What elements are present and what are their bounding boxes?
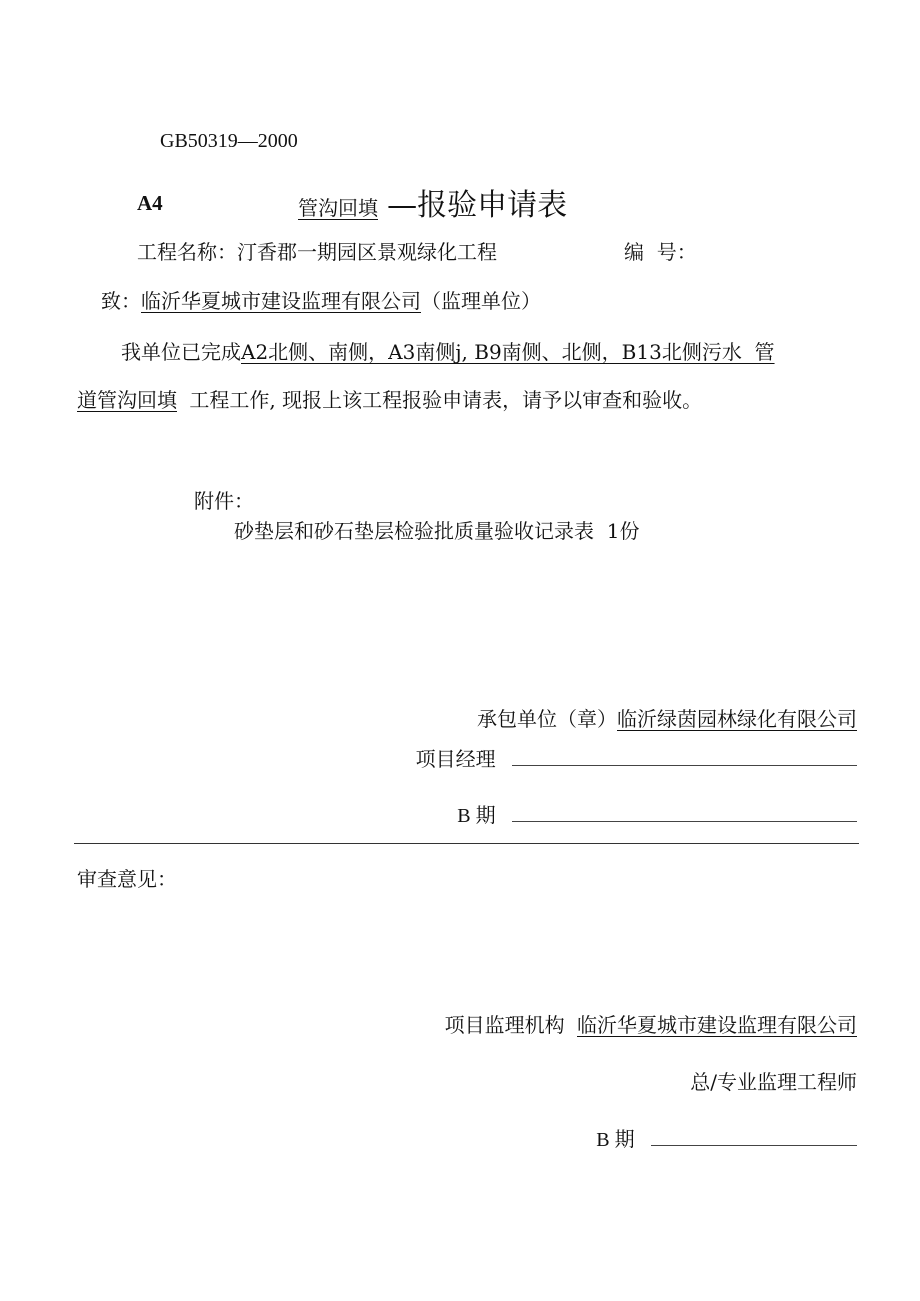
contractor-date-row [457, 802, 857, 829]
attachments-label: 附件： [194, 489, 254, 513]
body-prefix: 我单位已完成 [121, 340, 241, 364]
supervisor-date-label: B 期 [596, 1129, 635, 1151]
form-title-item: 管沟回填 [298, 196, 378, 220]
body-line-2 [77, 387, 702, 413]
attachment-item: 砂垫层和砂石垫层检验批质量验收记录表 1份 [234, 519, 640, 543]
project-name-value: 汀香郡一期园区景观绿化工程 [237, 240, 497, 264]
addressee-role: （监理单位） [421, 289, 541, 313]
project-manager-signature-line [512, 765, 857, 766]
contractor-label: 承包单位（章） [477, 707, 617, 731]
supervisor-date-line [651, 1145, 857, 1146]
supervising-engineer-label: 总/专业监理工程师 [690, 1070, 857, 1094]
contractor-org: 临沂绿茵园林绿化有限公司 [617, 707, 857, 731]
supervisor-label: 项目监理机构 [444, 1013, 565, 1037]
project-manager-row [416, 746, 857, 772]
contractor-row [477, 706, 857, 732]
contractor-date-line [512, 821, 857, 822]
form-title-main: —报验申请表 [387, 188, 568, 223]
contractor-date-label: B 期 [457, 805, 496, 827]
body-scope-line2: 道管沟回填 [77, 388, 177, 412]
addressee-label: 致： [101, 289, 141, 313]
project-manager-label: 项目经理 [415, 747, 496, 771]
standard-code: GB50319—2000 [160, 130, 298, 152]
review-opinion-label: 审查意见： [77, 867, 177, 891]
project-name-label: 工程名称： [137, 240, 237, 264]
project-name-row [137, 239, 497, 265]
body-suffix: 工程工作, 现报上该工程报验申请表，请予以审查和验收。 [189, 388, 703, 412]
supervisor-row [445, 1012, 857, 1038]
addressee-org: 临沂华夏城市建设监理有限公司 [141, 289, 421, 313]
form-code: A4 [137, 191, 163, 215]
supervisor-org: 临沂华夏城市建设监理有限公司 [577, 1013, 857, 1037]
section-divider [74, 843, 859, 844]
body-scope-line1: A2北侧、南侧，A3南侧j, B9南侧、北侧，B13北侧污水 管 [241, 340, 775, 364]
form-title [298, 180, 567, 224]
project-number-label: 编 号： [624, 240, 697, 264]
supervisor-date-row [596, 1126, 857, 1153]
body-line-1 [121, 339, 775, 365]
addressee-row [101, 288, 541, 314]
